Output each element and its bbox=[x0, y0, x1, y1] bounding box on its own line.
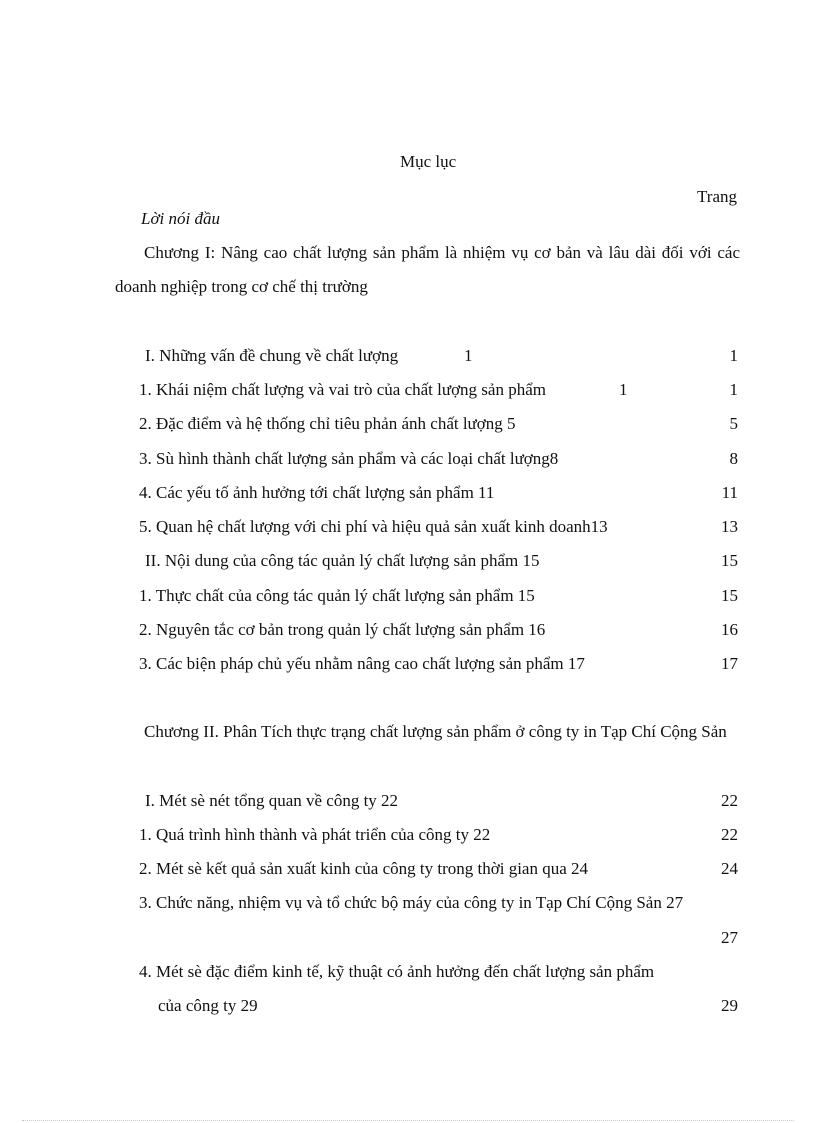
preface-entry: Lời nói đầu bbox=[141, 209, 220, 228]
toc-entry-page: 22 bbox=[721, 825, 738, 844]
toc-entry bbox=[0, 586, 816, 606]
toc-entry-label: 1. Quá trình hình thành và phát triển của công ty 22 bbox=[139, 825, 491, 844]
toc-entry bbox=[0, 380, 816, 400]
toc-entry bbox=[0, 893, 816, 913]
toc-entry-label: 3. Các biện pháp chủ yếu nhằm nâng cao chất lượng sản phẩm 17 bbox=[139, 654, 585, 673]
toc-entry-inline-number: 1 bbox=[619, 380, 628, 399]
toc-entry-page: 24 bbox=[721, 859, 738, 878]
toc-entry-label: 2. Nguyên tắc cơ bản trong quản lý chất lượng sản phẩm 16 bbox=[139, 620, 546, 639]
toc-entry bbox=[0, 962, 816, 982]
toc-entry-label: II. Nội dung của công tác quản lý chất lượng sản phẩm 15 bbox=[145, 551, 540, 570]
toc-entry-page: 22 bbox=[721, 791, 738, 810]
toc-entry-label: 4. Các yếu tố ảnh hưởng tới chất lượng sản phẩm 11 bbox=[139, 483, 495, 502]
toc-entry-page: 15 bbox=[721, 586, 738, 605]
toc-entry-page-row bbox=[0, 928, 816, 948]
toc-entry bbox=[0, 517, 816, 537]
toc-entry bbox=[0, 551, 816, 571]
toc-entry bbox=[0, 791, 816, 811]
toc-entry-label: I. Mét sè nét tổng quan về công ty 22 bbox=[145, 791, 399, 810]
toc-entry-page: 15 bbox=[721, 551, 738, 570]
page-column-label: Trang bbox=[697, 187, 737, 206]
toc-entry-label: I. Những vấn đề chung về chất lượng bbox=[145, 346, 399, 365]
toc-entry-continuation bbox=[0, 996, 816, 1016]
toc-entry bbox=[0, 859, 816, 879]
toc-entry-page: 16 bbox=[721, 620, 738, 639]
toc-entry bbox=[0, 620, 816, 640]
toc-entry-page: 27 bbox=[721, 928, 738, 947]
chapter2-heading: Chương II. Phân Tích thực trạng chất lượng sản phẩm ở công ty in Tạp Chí Cộng Sản bbox=[144, 722, 727, 741]
toc-entry-label: 3. Sù hình thành chất lượng sản phẩm và các loại chất lượng8 bbox=[139, 449, 559, 468]
toc-entry-label-continuation: của công ty 29 bbox=[158, 996, 258, 1015]
toc-entry bbox=[0, 654, 816, 674]
page-bottom-divider bbox=[22, 1120, 794, 1121]
toc-entry-page: 5 bbox=[729, 414, 738, 433]
toc-entry-inline-number: 1 bbox=[464, 346, 473, 365]
toc-entry-page: 29 bbox=[721, 996, 738, 1015]
toc-entry-label: 2. Đặc điểm và hệ thống chỉ tiêu phản ánh chất lượng 5 bbox=[139, 414, 516, 433]
toc-entry-label: 3. Chức năng, nhiệm vụ và tổ chức bộ máy của công ty in Tạp Chí Cộng Sản 27 bbox=[139, 893, 684, 912]
toc-entry-label: 1. Khái niệm chất lượng và vai trò của chất lượng sản phẩm bbox=[139, 380, 546, 399]
toc-entry-label: 5. Quan hệ chất lượng với chi phí và hiệu quả sản xuất kinh doanh13 bbox=[139, 517, 608, 536]
toc-entry bbox=[0, 825, 816, 845]
toc-entry-page: 11 bbox=[721, 483, 738, 502]
toc-entry bbox=[0, 483, 816, 503]
toc-entry-page: 17 bbox=[721, 654, 738, 673]
toc-entry-label: 2. Mét sè kết quả sản xuất kinh của công ty trong thời gian qua 24 bbox=[139, 859, 589, 878]
toc-entry-label: 1. Thực chất của công tác quản lý chất lượng sản phẩm 15 bbox=[139, 586, 535, 605]
toc-entry-page: 8 bbox=[729, 449, 738, 468]
toc-entry bbox=[0, 449, 816, 469]
toc-title: Mục lục bbox=[400, 152, 457, 171]
toc-entry bbox=[0, 346, 816, 366]
chapter1-heading: Chương I: Nâng cao chất lượng sản phẩm là nhiệm vụ cơ bản và lâu dài đối với các doanh nghiệp trong cơ chế thị trường bbox=[115, 243, 740, 296]
toc-entry-page: 13 bbox=[721, 517, 738, 536]
toc-entry bbox=[0, 414, 816, 434]
toc-entry-page: 1 bbox=[729, 346, 738, 365]
toc-entry-label: 4. Mét sè đặc điểm kinh tế, kỹ thuật có ảnh hưởng đến chất lượng sản phẩm bbox=[139, 962, 655, 981]
toc-entry-page: 1 bbox=[729, 380, 738, 399]
